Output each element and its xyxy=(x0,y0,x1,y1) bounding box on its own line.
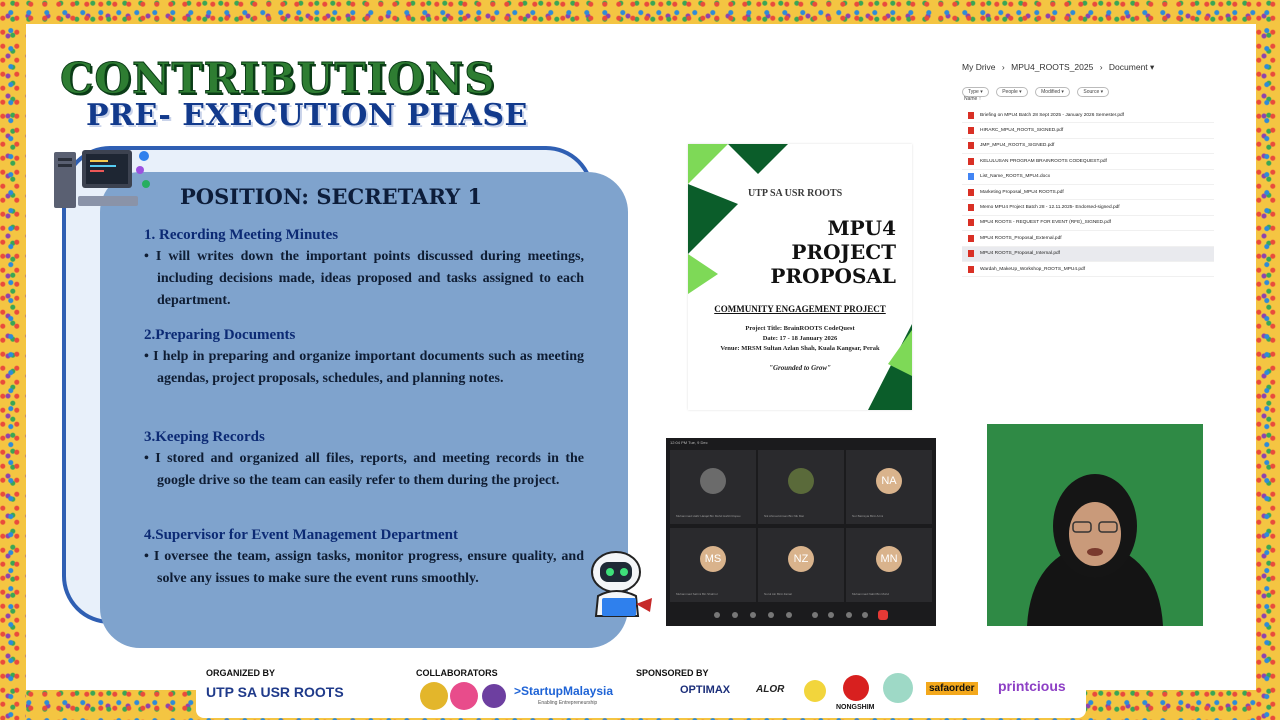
breadcrumb-separator: › xyxy=(1099,62,1103,72)
camera-icon[interactable] xyxy=(812,612,818,618)
file-row[interactable] xyxy=(962,139,1214,154)
filter-people-chip[interactable]: People ▾ xyxy=(996,87,1027,97)
proposal-subtitle: COMMUNITY ENGAGEMENT PROJECT xyxy=(714,304,886,314)
nongshim-logo: NONGSHIM xyxy=(836,704,875,711)
pdf-file-icon xyxy=(968,204,974,211)
clare-icon xyxy=(882,672,914,704)
pdf-file-icon xyxy=(968,266,974,273)
participant-name: Nurul Ain Binti Zainal xyxy=(764,592,792,596)
proposal-tagline: "Grounded to Grow" xyxy=(769,364,831,372)
section-supervisor xyxy=(144,527,584,590)
video-meeting-window xyxy=(666,438,936,626)
section-recording-minutes xyxy=(144,227,584,312)
doc-file-icon xyxy=(968,173,974,180)
proposal-title-line: PROPOSAL xyxy=(770,264,896,288)
proposal-title xyxy=(770,216,896,288)
breadcrumb-current[interactable]: Document ▾ xyxy=(1108,62,1155,72)
file-row[interactable] xyxy=(962,123,1214,138)
pdf-file-icon xyxy=(968,219,974,226)
participant-avatar: MN xyxy=(876,546,902,572)
position-title: POSITION: SECRETARY 1 xyxy=(180,184,483,209)
share-icon[interactable] xyxy=(768,612,774,618)
file-name: HIRARC_MPU4_ROOTS_SIGNED.pdf xyxy=(980,128,1064,134)
file-row[interactable] xyxy=(962,200,1214,215)
section-body: • I will writes down the important points discussed during meetings, including decisions made, ideas proposed and tasks assigned to each department. xyxy=(144,249,584,308)
file-row[interactable] xyxy=(962,231,1214,246)
participant-name: Muhammad Hafiz Haiqal Bin Mohd Hafizi Ropau xyxy=(676,514,741,518)
file-row[interactable] xyxy=(962,154,1214,169)
section-body: • I oversee the team, assign tasks, monitor progress, ensure quality, and solve any issues to make sure the event runs smoothly. xyxy=(144,549,584,586)
proposal-title-line: PROJECT xyxy=(791,240,896,264)
filter-chips xyxy=(962,80,1112,98)
file-name: MPU4 ROOTS_Proposal_Internal.pdf xyxy=(980,251,1060,257)
pdf-file-icon xyxy=(968,235,974,242)
proposal-venue: Venue: MRSM Sultan Azlan Shah, Kuala Kangsar, Perak xyxy=(720,345,880,352)
section-heading: 4.Supervisor for Event Management Department xyxy=(144,527,458,543)
file-row[interactable] xyxy=(962,170,1214,185)
confetti-border-left xyxy=(0,0,26,720)
grid-icon[interactable] xyxy=(786,612,792,618)
filter-source-chip[interactable]: Source ▾ xyxy=(1077,87,1109,97)
pdf-file-icon xyxy=(968,189,974,196)
drive-file-browser xyxy=(956,56,1216,276)
participant-avatar: NZ xyxy=(788,546,814,572)
proposal-title-line: MPU4 xyxy=(827,216,896,240)
slide-title: CONTRIBUTIONS xyxy=(60,54,496,103)
startup-malaysia-tagline: Enabling Entrepreneurship xyxy=(538,700,598,706)
file-row[interactable] xyxy=(962,108,1214,123)
section-body: • I help in preparing and organize important documents such as meeting agendas, project proposals, schedules, and planning notes. xyxy=(144,349,584,386)
alor-logo: ALOR xyxy=(756,684,785,695)
participant-tile[interactable] xyxy=(758,528,844,602)
file-name: Memo MPU4 Project Batch 28 - 12.11.2025- Endorsed-signed.pdf xyxy=(980,205,1120,211)
end-call-button[interactable] xyxy=(878,610,888,620)
file-name: MPU4 ROOTS - REQUEST FOR EVENT (RFE)_SIGNED.pdf xyxy=(980,220,1111,226)
file-name: Briefing on MPU4 Batch 28 Sept 2025 - January 2026 Semester.pdf xyxy=(980,112,1124,118)
pdf-file-icon xyxy=(968,127,974,134)
sponsor-footer xyxy=(196,660,1086,718)
participant-tile[interactable] xyxy=(758,450,844,524)
file-name: MPU4 ROOTS_Proposal_External.pdf xyxy=(980,235,1062,241)
participant-tile[interactable] xyxy=(846,528,932,602)
file-list xyxy=(962,108,1214,277)
meeting-controls xyxy=(666,606,936,626)
optimax-logo: OPTIMAX xyxy=(680,684,731,696)
organized-by-label: ORGANIZED BY xyxy=(206,668,276,678)
section-heading: 2.Preparing Documents xyxy=(144,327,296,343)
file-row[interactable] xyxy=(962,262,1214,277)
nongshim-icon xyxy=(842,674,870,702)
participant-name: Muhammad Nabil Bin Mohd xyxy=(852,592,890,596)
confetti-border-top xyxy=(0,0,1280,24)
speaker-webcam xyxy=(987,424,1203,626)
file-row[interactable] xyxy=(962,185,1214,200)
filter-type-chip[interactable]: Type ▾ xyxy=(962,87,989,97)
breadcrumb-separator: › xyxy=(1001,62,1005,72)
section-preparing-documents xyxy=(144,327,584,390)
participants-icon[interactable] xyxy=(732,612,738,618)
safaorder-logo: safaorder xyxy=(926,682,978,695)
breadcrumb-folder[interactable]: MPU4_ROOTS_2025 xyxy=(1011,62,1094,72)
breadcrumb xyxy=(962,62,1158,73)
participant-name: Muhammad Sahmi Bin Shahrul xyxy=(676,592,718,596)
participant-avatar xyxy=(788,468,814,494)
file-name: Marketing Proposal_MPU4 ROOTS.pdf xyxy=(980,189,1064,195)
proposal-project-title: Project Title: BrainROOTS CodeQuest xyxy=(745,325,855,332)
participant-tile[interactable] xyxy=(846,450,932,524)
file-row[interactable] xyxy=(962,216,1214,231)
participant-avatar xyxy=(700,468,726,494)
computer-icon xyxy=(52,148,152,212)
organizer-logos: UTP SA USR ROOTS xyxy=(206,684,344,700)
meeting-status-bar: 12:04 PM Tue, 9 Dec xyxy=(670,440,708,445)
mascot-sponsor-icon xyxy=(800,678,830,704)
sponsored-by-label: SPONSORED BY xyxy=(636,668,709,678)
pdf-file-icon xyxy=(968,158,974,165)
pdf-file-icon xyxy=(968,250,974,257)
pdf-file-icon xyxy=(968,112,974,119)
pdf-file-icon xyxy=(968,142,974,149)
section-heading: 1. Recording Meeting Minutes xyxy=(144,227,339,243)
speaker-icon[interactable] xyxy=(846,612,852,618)
file-row[interactable] xyxy=(962,247,1214,262)
proposal-logos: UTP SA USR ROOTS xyxy=(748,188,843,199)
slide-subtitle: PRE- EXECUTION PHASE xyxy=(86,98,528,133)
proposal-cover xyxy=(688,144,912,410)
participant-name: Nur Batrisyia Binti Azmi xyxy=(852,514,884,518)
participant-tile[interactable] xyxy=(670,528,756,602)
startup-malaysia-logo: >StartupMalaysia xyxy=(514,684,614,698)
file-name: List_Name_ROOTS_MPU4.docx xyxy=(980,174,1051,180)
file-name: JMP_MPU4_ROOTS_SIGNED.pdf xyxy=(980,143,1055,149)
file-name: KELULUSAN PROGRAM BRAINROOTS CODEQUEST.pdf xyxy=(980,158,1107,164)
printcious-logo: printcious xyxy=(998,678,1066,694)
participant-tile[interactable] xyxy=(670,450,756,524)
filter-modified-chip[interactable]: Modified ▾ xyxy=(1035,87,1070,97)
participant-avatar: NA xyxy=(876,468,902,494)
proposal-date: Date: 17 - 18 January 2026 xyxy=(762,335,838,342)
more-icon[interactable] xyxy=(862,612,868,618)
section-heading: 3.Keeping Records xyxy=(144,429,265,445)
breadcrumb-my-drive[interactable]: My Drive xyxy=(962,62,996,72)
collaborator-logos xyxy=(418,680,506,712)
speaker-silhouette xyxy=(987,424,1203,626)
file-name: Wardah_MakeUp_Workshop_ROOTS_MPU4.pdf xyxy=(980,266,1086,272)
chat-icon[interactable] xyxy=(750,612,756,618)
participant-name: Nik Ahmad Aiman Bin Nik Mat xyxy=(764,514,804,518)
robot-mascot-icon xyxy=(586,546,656,620)
section-body: • I stored and organized all files, reports, and meeting records in the google drive so the team can easily refer to them during the project. xyxy=(144,451,584,488)
mic-icon[interactable] xyxy=(714,612,720,618)
confetti-border-right xyxy=(1256,0,1280,720)
microphone-icon[interactable] xyxy=(828,612,834,618)
participant-avatar: MS xyxy=(700,546,726,572)
section-keeping-records xyxy=(144,429,584,492)
name-column-header[interactable]: Name ↑ xyxy=(964,96,982,102)
collaborators-label: COLLABORATORS xyxy=(416,668,498,678)
